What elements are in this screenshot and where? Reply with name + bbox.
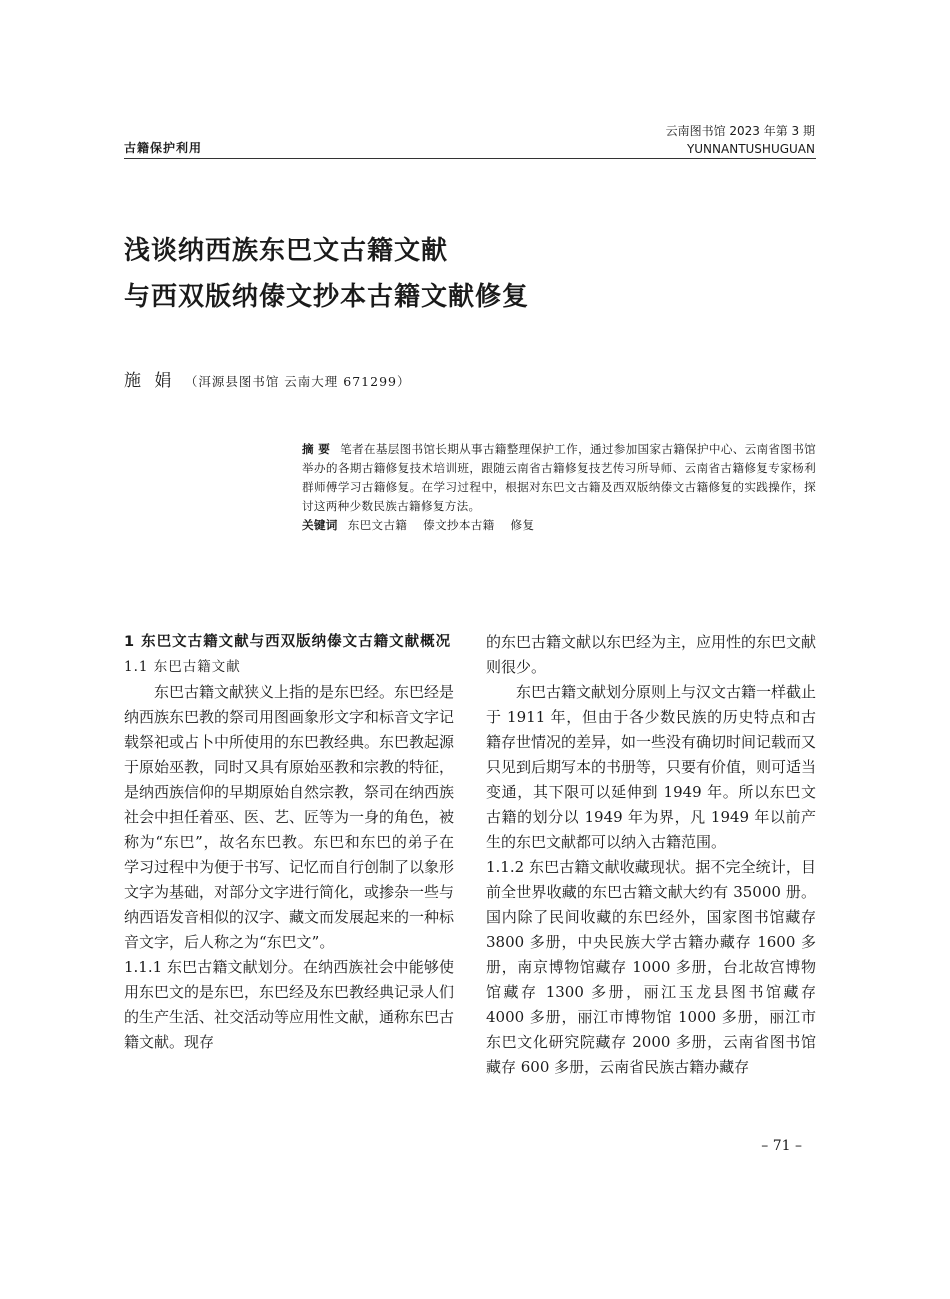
abstract-label: 摘 要 bbox=[302, 442, 331, 456]
running-header-journal bbox=[666, 122, 815, 158]
title-line-1: 浅谈纳西族东巴文古籍文献 bbox=[124, 236, 449, 266]
title-line-2: 与西双版纳傣文抄本古籍文献修复 bbox=[124, 282, 530, 312]
keywords-line bbox=[302, 516, 816, 535]
abstract-text: 笔者在基层图书馆长期从事古籍整理保护工作，通过参加国家古籍保护中心、云南省图书馆举办的各期古籍修复技术培训班，跟随云南省古籍修复技艺传习所导师、云南省古籍修复专家杨利群师傅学习古籍修复。在学习过程中，根据对东巴文古籍及西双版纳傣文古籍修复的实践操作，探讨这两种少数民族古籍修复方法。 bbox=[302, 442, 816, 513]
keyword: 修复 bbox=[510, 518, 535, 532]
keyword: 东巴文古籍 bbox=[347, 518, 408, 532]
page-number: – 71 – bbox=[761, 1138, 802, 1154]
body-paragraph: 1.1.2 东巴古籍文献收藏现状。据不完全统计，目前全世界收藏的东巴古籍文献大约有 35000 册。国内除了民间收藏的东巴经外，国家图书馆藏存 3800 多册，中央民族大学古籍办藏存 1600 多册，南京博物馆藏存 1000 多册，台北故宫博物馆藏存 1300 多册，丽江玉龙县图书馆藏存 4000 多册，丽江市博物馆 1000 多册，丽江市东巴文化研究院藏存 2000 多册，云南省图书馆藏存 600 多册，云南省民族古籍办藏存 bbox=[486, 858, 816, 1076]
body-paragraph: 东巴古籍文献划分原则上与汉文古籍一样截止于 1911 年，但由于各少数民族的历史特点和古籍存世情况的差异，如一些没有确切时间记载而又只见到后期写本的书册等，只要有价值，则可适当变通，其下限可以延伸到 1949 年。所以东巴文古籍的划分以 1949 年为界，凡 1949 年以前产生的东巴文献都可以纳入古籍范围。 bbox=[486, 683, 817, 851]
author-name: 施 娟 bbox=[124, 371, 176, 391]
body-paragraph: 1.1.1 东巴古籍文献划分。在纳西族社会中能够使用东巴文的是东巴，东巴经及东巴教经典记录人们的生产生活、社交活动等应用性文献，通称东巴古籍文献。现存 bbox=[124, 958, 455, 1051]
author-line bbox=[124, 366, 410, 391]
article-title bbox=[124, 228, 529, 320]
header-rule bbox=[124, 158, 816, 159]
journal-pinyin: YUNNANTUSHUGUAN bbox=[686, 142, 815, 156]
keywords-label: 关键词 bbox=[302, 518, 338, 532]
body-paragraph: 的东巴古籍文献以东巴经为主，应用性的东巴文献则很少。 bbox=[486, 633, 817, 676]
abstract-block bbox=[302, 440, 816, 535]
keyword: 傣文抄本古籍 bbox=[423, 518, 495, 532]
running-header-section: 古籍保护利用 bbox=[124, 141, 203, 155]
journal-issue: 云南图书馆 2023 年第 3 期 bbox=[665, 124, 815, 138]
author-affiliation: （洱源县图书馆 云南大理 671299） bbox=[184, 374, 411, 389]
body-column-left bbox=[124, 630, 454, 1055]
body-paragraph: 东巴古籍文献狭义上指的是东巴经。东巴经是纳西族东巴教的祭司用图画象形文字和标音文字记载祭祀或占卜中所使用的东巴教经典。东巴教起源于原始巫教，同时又具有原始巫教和宗教的特征，是纳西族信仰的早期原始自然宗教，祭司在纳西族社会中担任着巫、医、艺、匠等为一身的角色，被称为“东巴”，故名东巴教。东巴和东巴的弟子在学习过程中为便于书写、记忆而自行创制了以象形文字为基础，对部分文字进行简化，或掺杂一些与纳西语发音相似的汉字、藏文而发展起来的一种标音文字，后人称之为“东巴文”。 bbox=[124, 683, 455, 951]
abstract-paragraph bbox=[302, 440, 816, 516]
subsection-heading: 1.1 东巴古籍文献 bbox=[124, 659, 241, 675]
section-heading: 1 东巴文古籍文献与西双版纳傣文古籍文献概况 bbox=[124, 634, 452, 650]
body-column-right bbox=[486, 630, 816, 1080]
